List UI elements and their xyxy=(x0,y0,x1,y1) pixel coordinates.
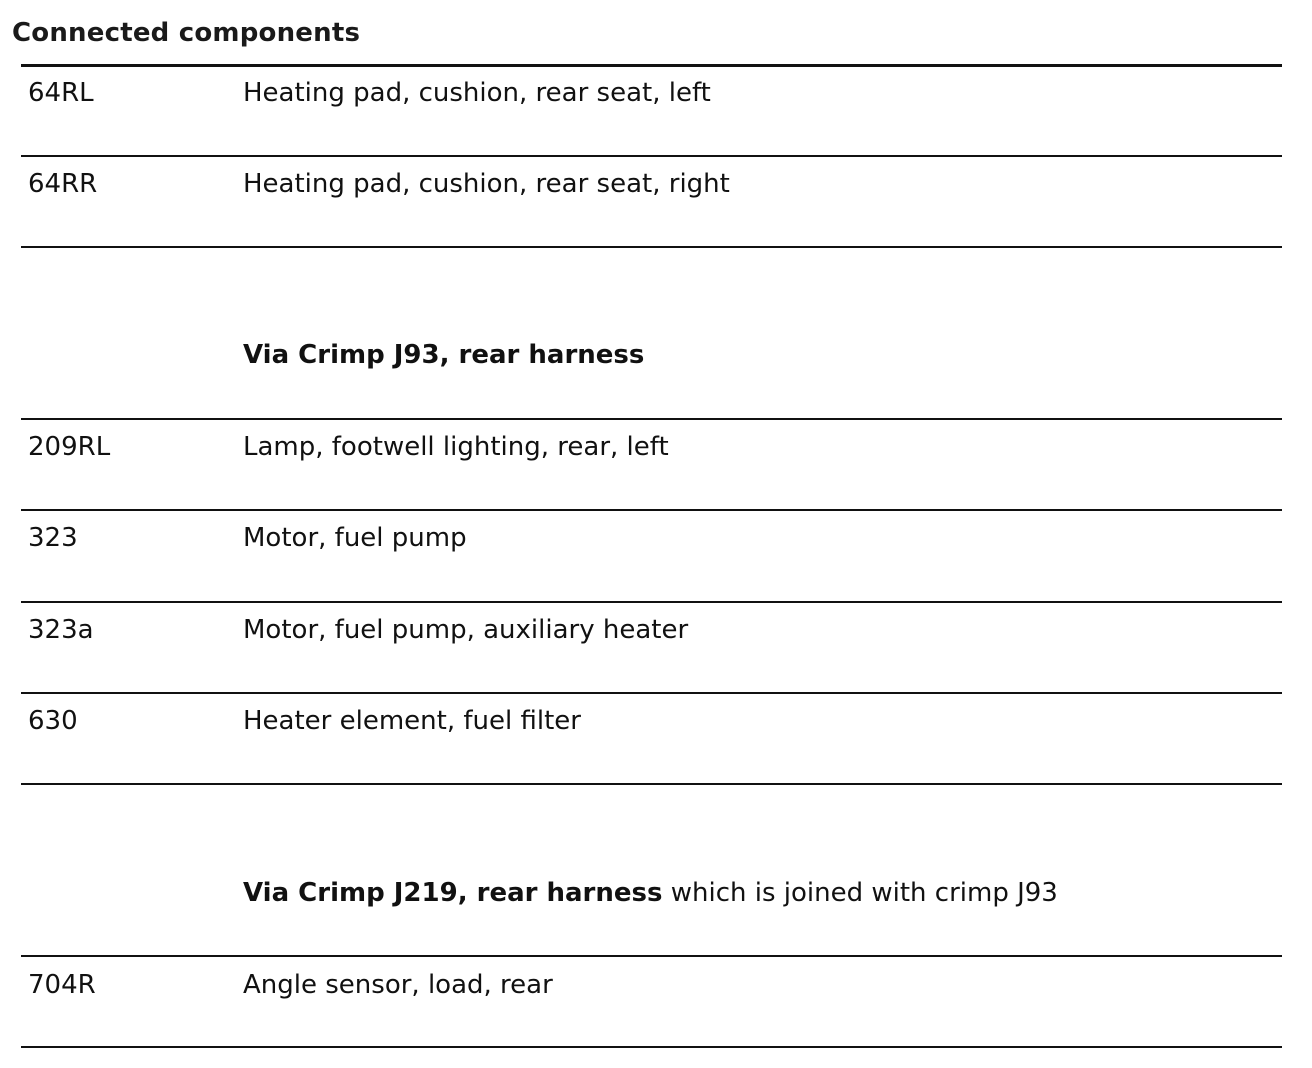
component-code: 323a xyxy=(28,615,94,645)
table-rule xyxy=(21,955,1282,957)
component-description: Heater element, fuel filter xyxy=(243,706,581,736)
component-code: 209RL xyxy=(28,432,111,462)
table-rule xyxy=(21,601,1282,603)
table-row xyxy=(0,521,1312,555)
table-rule xyxy=(21,64,1282,67)
table-rule xyxy=(21,783,1282,785)
table-rule xyxy=(21,418,1282,420)
component-description: Motor, fuel pump xyxy=(243,523,467,553)
component-description: Motor, fuel pump, auxiliary heater xyxy=(243,615,689,645)
table-row xyxy=(0,613,1312,647)
table-rule xyxy=(21,1046,1282,1048)
table-row xyxy=(0,968,1312,1002)
table-row xyxy=(0,430,1312,464)
component-code: 704R xyxy=(28,970,96,1000)
component-code: 64RL xyxy=(28,78,94,108)
table-row xyxy=(0,167,1312,201)
table-rule xyxy=(21,692,1282,694)
table-row xyxy=(0,76,1312,110)
section-heading-bold: Via Crimp J219, rear harness xyxy=(243,878,663,908)
table-rule xyxy=(21,246,1282,248)
component-description: Angle sensor, load, rear xyxy=(243,970,553,1000)
section-heading-rest: which is joined with crimp J93 xyxy=(662,878,1058,908)
component-code: 323 xyxy=(28,523,78,553)
component-code: 630 xyxy=(28,706,78,736)
table-rule xyxy=(21,155,1282,157)
page-title: Connected components xyxy=(12,18,361,48)
component-description: Heating pad, cushion, rear seat, left xyxy=(243,78,711,108)
component-description: Lamp, footwell lighting, rear, left xyxy=(243,432,669,462)
table-rule xyxy=(21,509,1282,511)
section-heading xyxy=(243,338,644,372)
section-heading-bold: Via Crimp J93, rear harness xyxy=(243,340,645,370)
component-code: 64RR xyxy=(28,169,98,199)
component-description: Heating pad, cushion, rear seat, right xyxy=(243,169,730,199)
section-heading xyxy=(243,876,1058,910)
table-row xyxy=(0,704,1312,738)
